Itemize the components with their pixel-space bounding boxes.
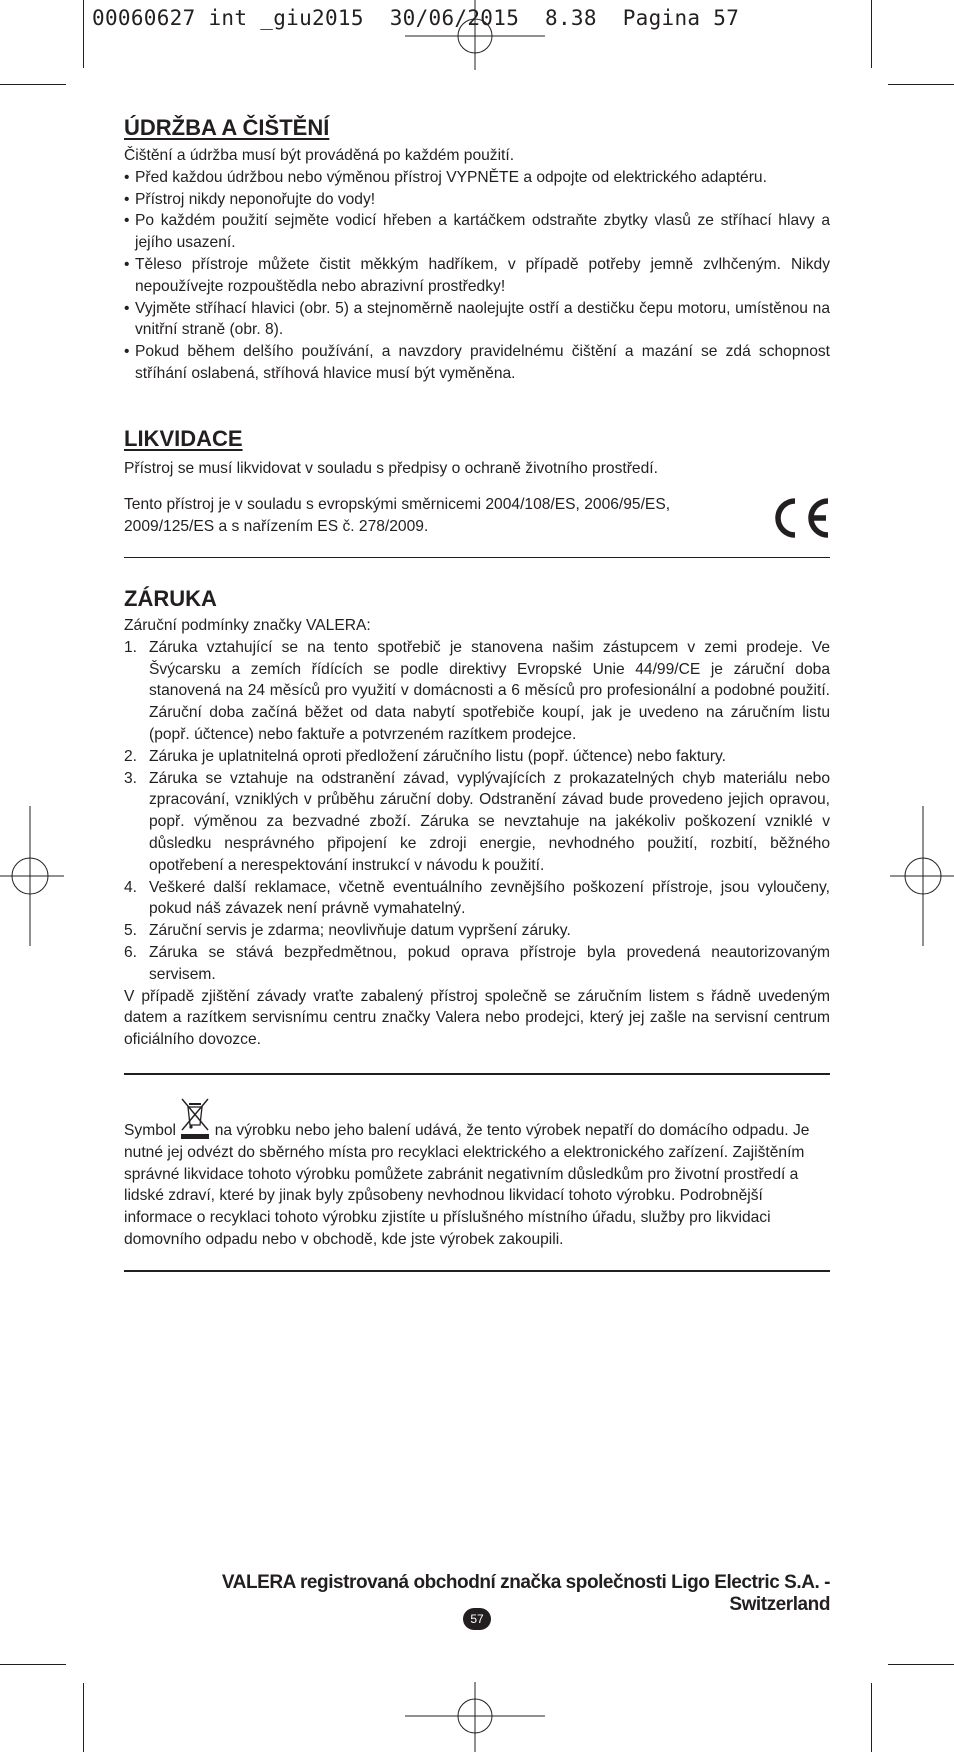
- warranty-title: ZÁRUKA: [124, 586, 217, 611]
- maintenance-section: [124, 115, 830, 385]
- crossed-out-bin-icon: [180, 1097, 210, 1141]
- compliance-text: Tento přístroj je v souladu s evropskými směrnicemi 2004/108/ES, 2006/95/ES, 2009/125/ES a s nařízením ES č. 278/2009.: [124, 495, 671, 535]
- weee-symbol-word: Symbol: [124, 1122, 176, 1139]
- registration-mark-bottom: [405, 1682, 545, 1752]
- registration-mark-left: [0, 806, 64, 946]
- warranty-section: [124, 586, 830, 1051]
- divider: [124, 1073, 830, 1075]
- list-item: • Přístroj nikdy neponořujte do vody!: [124, 189, 830, 211]
- maintenance-bullet-list: [124, 167, 830, 385]
- list-item: 1. Záruka vztahující se na tento spotřebič je stanovena našim zástupcem v zemi prodeje. Ve Švýcarsku a zemích řídících se podle direktivy Evropské Unie 44/99/CE je záruční doba stanovená na 24 měsíců pro využití v domácnosti a 6 měsíců pro profesionální a podobné použití. Záruční doba začíná běžet od data nabytí spotřebiče koupí, jak je uvedeno na záručním listu (popř. účtence) nebo faktuře a potvrzeném razítkem prodejce.: [124, 638, 830, 743]
- crop-mark-bottom-right-vertical: [871, 1683, 872, 1752]
- maintenance-intro: Čištění a údržba musí být prováděná po každém použití.: [124, 147, 515, 164]
- list-item: • Vyjměte stříhací hlavici (obr. 5) a stejnoměrně naolejujte ostří a destičku čepu motoru, umístěnou na vnitřní straně (obr. 8).: [124, 298, 830, 342]
- weee-section: [124, 1120, 830, 1251]
- disposal-section: [124, 426, 830, 537]
- list-item: • Těleso přístroje můžete čistit měkkým hadříkem, v případě potřeby jemně zvlhčeným. Nikdy nepoužívejte rozpouštědla nebo abrazivní prostředky!: [124, 254, 830, 298]
- maintenance-title: ÚDRŽBA A ČIŠTĚNÍ: [124, 115, 330, 140]
- list-item: • Pokud během delšího používání, a navzdory pravidelnému čištění a mazání se zdá schopnost stříhání oslabená, stříhová hlavice musí být vyměněna.: [124, 341, 830, 385]
- list-item: 6. Záruka se stává bezpředmětnou, pokud oprava přístroje byla provedená neautorizovaným servisem.: [124, 943, 830, 983]
- footer-trademark: VALERA registrovaná obchodní značka společnosti Ligo Electric S.A. - Switzerland: [221, 1572, 830, 1615]
- crop-mark-top-left-horizontal: [0, 84, 66, 85]
- warranty-intro: Záruční podmínky značky VALERA:: [124, 617, 371, 634]
- weee-rest-text: Je nutné jej odvézt do sběrného místa pro recyklaci elektrického a elektronického zařízení. Zajištěním správné likvidace tohoto výrobku pomůžete zabránit negativním důsledkům pro životní prostředí a lidské zdraví, které by jinak byly způsobeny nevhodnou likvidací tohoto výrobku. Podrobnější informace o recyklaci tohoto výrobku zjistíte u příslušného místního úřadu, služby pro likvidaci domovního odpadu nebo v obchodě, kde jste výrobek zakoupili.: [124, 1122, 810, 1248]
- list-item: 4. Veškeré další reklamace, včetně eventuálního zevnějšího poškození přístroje, jsou vyloučeny, pokud náš závazek není právně vymahatelný.: [124, 878, 830, 918]
- weee-text: [124, 1120, 830, 1251]
- slug-time: 8.38: [545, 6, 597, 30]
- crop-mark-bottom-right-horizontal: [888, 1664, 954, 1665]
- slug-job-id: 00060627 int _giu2015: [92, 6, 364, 30]
- divider: [124, 557, 830, 558]
- ce-mark-icon: [768, 495, 832, 541]
- crop-mark-top-right-horizontal: [888, 84, 954, 85]
- list-item: 3. Záruka se vztahuje na odstranění závad, vyplývajících z prokazatelných chyb materiálu nebo zpracování, vzniklých v průběhu záruční doby. Odstranění závad bude provedeno jejich opravou, popř. výměnou za bezvadné zboží. Záruka se nevztahuje na jakékoliv poškození vzniklé v důsledku nesprávného připojení ke zdroji energie, nevhodného použití, rozbití, běžného opotřebení a nerespektování instrukcí v návodu k použití.: [124, 769, 830, 874]
- warranty-terms-list: [124, 637, 830, 986]
- disposal-title: LIKVIDACE: [124, 426, 243, 451]
- weee-line1-text: na výrobku nebo jeho balení udává, že tento výrobek nepatří do domácího odpadu.: [214, 1122, 789, 1139]
- crop-mark-bottom-left-vertical: [83, 1683, 84, 1752]
- warranty-closing: V případě zjištění závady vraťte zabalený přístroj společně se záručním listem s řádně uvedeným datem a razítkem servisnímu centru značky Valera nebo prodejci, který jej zašle na servisní centrum oficiálního dovozce.: [124, 987, 830, 1049]
- crop-mark-top-left-vertical: [83, 0, 84, 68]
- registration-mark-right: [890, 806, 954, 946]
- disposal-text: Přístroj se musí likvidovat v souladu s předpisy o ochraně životního prostředí.: [124, 460, 658, 477]
- page-number-badge: 57: [463, 1608, 491, 1630]
- list-item: • Před každou údržbou nebo výměnou přístroj VYPNĚTE a odpojte od elektrického adaptéru.: [124, 167, 830, 189]
- list-item: 5. Záruční servis je zdarma; neovlivňuje datum vypršení záruky.: [124, 922, 571, 940]
- slug-date: 30/06/2015: [389, 6, 520, 30]
- divider: [124, 1270, 830, 1272]
- list-item: • Po každém použití sejměte vodicí hřeben a kartáčkem odstraňte zbytky vlasů ze stříhací hlavy a jejího usazení.: [124, 210, 830, 254]
- registration-mark-top: [405, 0, 545, 70]
- slug-page-label: Pagina 57: [622, 6, 740, 30]
- crop-mark-bottom-left-horizontal: [0, 1664, 66, 1665]
- crop-mark-top-right-vertical: [871, 0, 872, 68]
- list-item: 2. Záruka je uplatnitelná oproti předložení záručního listu (popř. účtence) nebo faktury.: [124, 747, 727, 765]
